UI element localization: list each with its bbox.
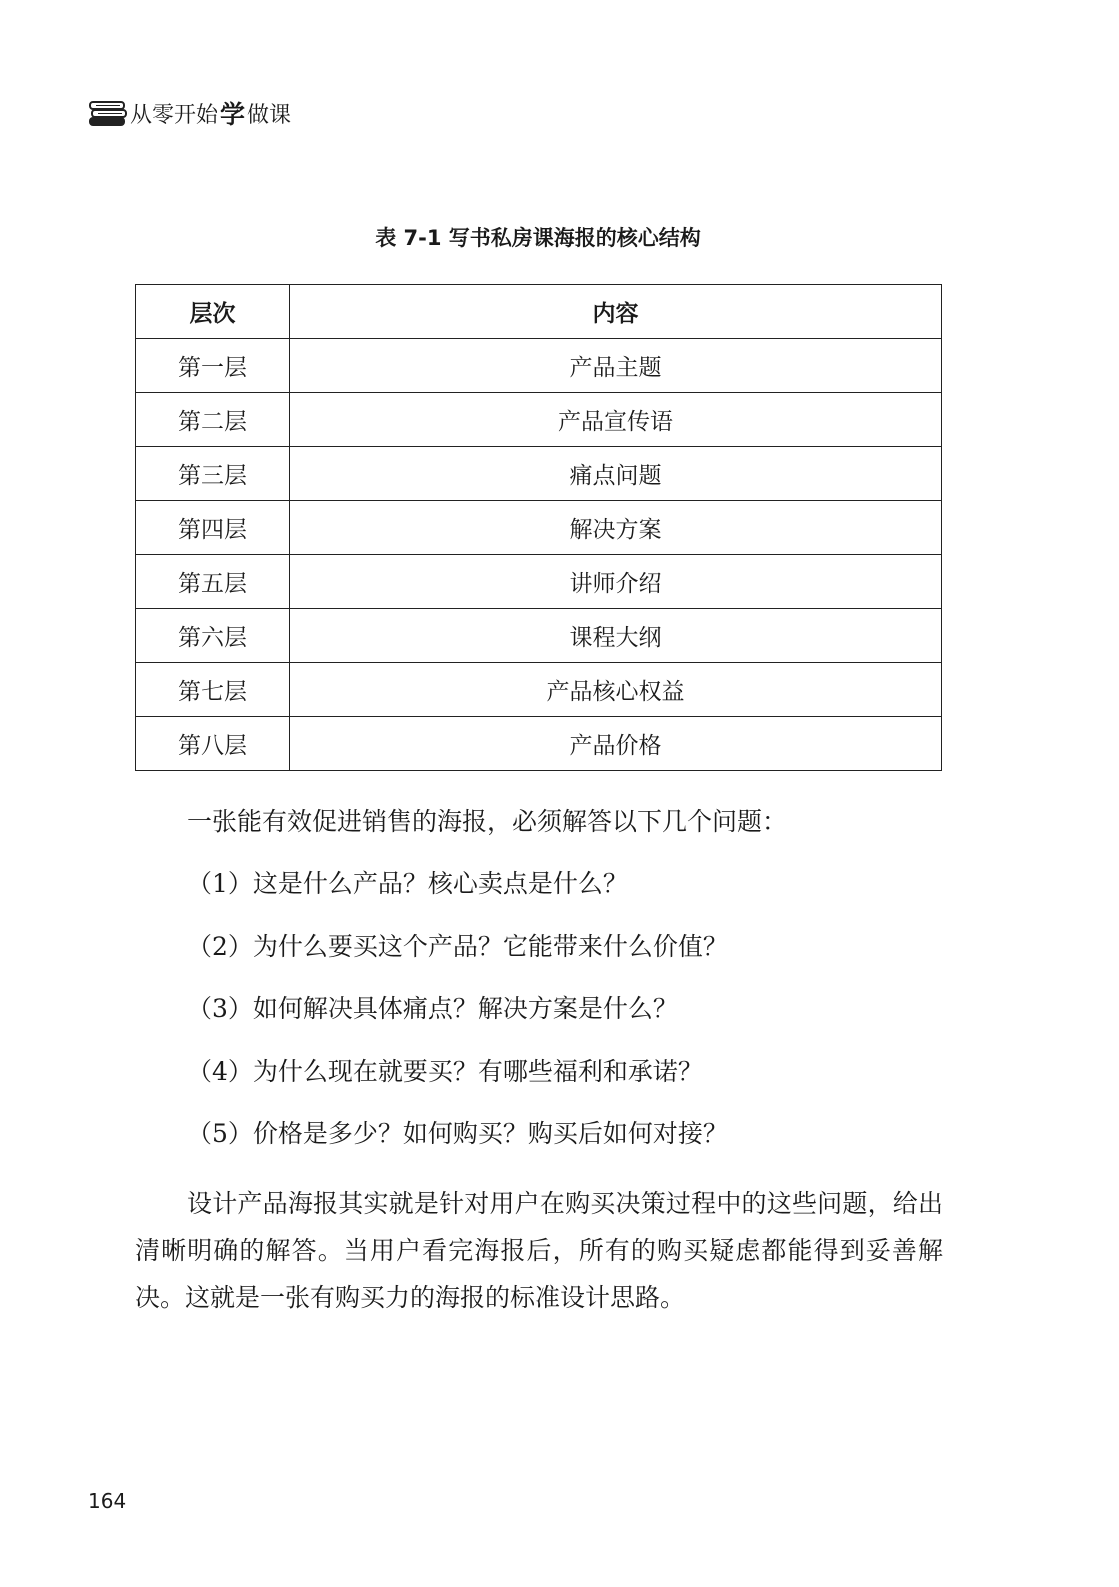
intro-text: 一张能有效促进销售的海报，必须解答以下几个问题： <box>187 807 788 836</box>
table-header-row <box>136 285 942 339</box>
table-row <box>136 555 942 609</box>
question-item: （2）为什么要买这个产品？它能带来什么价值？ <box>187 932 728 961</box>
question-item: （3）如何解决具体痛点？解决方案是什么？ <box>187 994 678 1023</box>
row-content: 课程大纲 <box>290 609 942 663</box>
row-level: 第三层 <box>136 447 290 501</box>
row-level: 第五层 <box>136 555 290 609</box>
running-header <box>88 96 291 130</box>
row-level: 第四层 <box>136 501 290 555</box>
table-row <box>136 393 942 447</box>
page-number: 164 <box>88 1489 127 1513</box>
book-stack-icon <box>88 98 128 128</box>
row-content: 痛点问题 <box>290 447 942 501</box>
table-row <box>136 609 942 663</box>
row-content: 解决方案 <box>290 501 942 555</box>
row-level: 第六层 <box>136 609 290 663</box>
conclusion-text: 设计产品海报其实就是针对用户在购买决策过程中的这些问题，给出清晰明确的解答。当用户看完海报后，所有的购买疑虑都能得到妥善解决。这就是一张有购买力的海报的标准设计思路。 <box>135 1189 943 1312</box>
book-title-part1: 从零开始 <box>130 102 219 128</box>
row-level: 第七层 <box>136 663 290 717</box>
table-caption: 表 7-1 写书私房课海报的核心结构 <box>375 226 701 250</box>
column-header-level: 层次 <box>136 285 290 339</box>
row-content: 产品价格 <box>290 717 942 771</box>
table-row <box>136 339 942 393</box>
table-row <box>136 447 942 501</box>
question-item: （4）为什么现在就要买？有哪些福利和承诺？ <box>187 1057 703 1086</box>
intro-paragraph <box>135 806 943 837</box>
question-item: （5）价格是多少？如何购买？购买后如何对接？ <box>187 1119 728 1148</box>
row-content: 产品核心权益 <box>290 663 942 717</box>
poster-structure-table <box>135 284 942 771</box>
table-row <box>136 663 942 717</box>
conclusion-paragraph <box>135 1180 943 1321</box>
book-title-emphasis: 学 <box>220 100 246 129</box>
book-title-part2: 做课 <box>247 102 292 128</box>
row-content: 讲师介绍 <box>290 555 942 609</box>
book-title <box>130 95 291 131</box>
row-content: 产品宣传语 <box>290 393 942 447</box>
column-header-content: 内容 <box>290 285 942 339</box>
table-row <box>136 501 942 555</box>
question-item: （1）这是什么产品？核心卖点是什么？ <box>187 869 628 898</box>
row-content: 产品主题 <box>290 339 942 393</box>
table-row <box>136 717 942 771</box>
row-level: 第二层 <box>136 393 290 447</box>
row-level: 第一层 <box>136 339 290 393</box>
row-level: 第八层 <box>136 717 290 771</box>
